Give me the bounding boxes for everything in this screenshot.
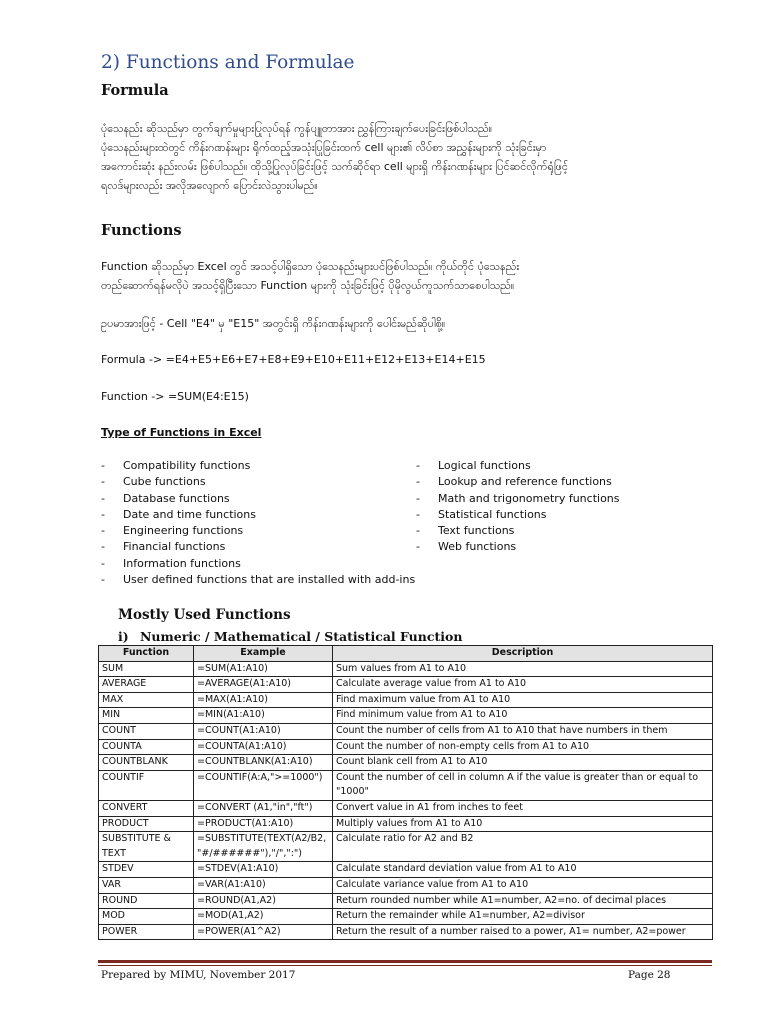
cell-function: SUBSTITUTE & TEXT [99,832,194,862]
list-item-label: Web functions [438,540,517,554]
cell-example: =ROUND(A1,A2) [194,893,333,909]
cell-function: AVERAGE [99,677,194,693]
functions-table [98,645,713,940]
cell-example: =SUBSTITUTE(TEXT(A2/B2, "#/######"),"/",":") [194,832,333,862]
list-item [101,458,415,474]
cell-example: =COUNTIF(A:A,">=1000") [194,770,333,800]
cell-description: Sum values from A1 to A10 [333,661,713,677]
dash-bullet: - [101,573,105,587]
functions-table-body [99,661,713,940]
cell-description: Calculate variance value from A1 to A10 [333,877,713,893]
list-item [416,507,620,523]
table-row [99,924,713,940]
cell-example: =COUNTA(A1:A10) [194,739,333,755]
table-row [99,832,713,862]
cell-function: COUNTBLANK [99,755,194,771]
list-item-label: Text functions [438,524,515,538]
cell-description: Calculate standard deviation value from A1 to A10 [333,862,713,878]
formula-heading: Formula [101,82,169,99]
cell-function: MIN [99,708,194,724]
cell-example: =PRODUCT(A1:A10) [194,816,333,832]
function-example: Function -> =SUM(E4:E15) [101,390,249,403]
types-list-left [101,458,415,588]
list-item-label: Date and time functions [123,507,256,521]
list-item [101,556,415,572]
dash-bullet: - [416,475,420,489]
dash-bullet: - [101,556,105,570]
list-item-label: Lookup and reference functions [438,475,612,489]
cell-function: POWER [99,924,194,940]
functions-heading: Functions [101,222,182,239]
list-item [101,474,415,490]
types-list-right [416,458,620,556]
cell-example: =POWER(A1^A2) [194,924,333,940]
dash-bullet: - [101,459,105,472]
list-item-label: Statistical functions [438,507,547,521]
table-row [99,677,713,693]
table-row [99,800,713,816]
cell-description: Count blank cell from A1 to A10 [333,755,713,771]
cell-example: =MIN(A1:A10) [194,708,333,724]
subheading-text: Numeric / Mathematical / Statistical Function [140,629,463,644]
table-row [99,877,713,893]
list-item-label: Cube functions [123,475,206,489]
cell-example: =VAR(A1:A10) [194,877,333,893]
cell-description: Calculate average value from A1 to A10 [333,677,713,693]
formula-example: Formula -> =E4+E5+E6+E7+E8+E9+E10+E11+E12+E13+E14+E15 [101,353,486,366]
list-item [101,507,415,523]
formula-paragraph-line: ပုံသေနည်း ဆိုသည်မှာ တွက်ချက်မှုများပြုလုပ်ရန် ကွန်ပျူတာအား ညွှန်ကြားချက်ပေးခြင်းဖြစ်ပါသည်။ [101,122,493,135]
dash-bullet: - [101,491,105,505]
table-row [99,770,713,800]
table-header-row [99,646,713,662]
cell-function: SUM [99,661,194,677]
table-row [99,862,713,878]
cell-description: Calculate ratio for A2 and B2 [333,832,713,862]
cell-function: COUNTIF [99,770,194,800]
cell-description: Count the number of non-empty cells from A1 to A10 [333,739,713,755]
cell-example: =COUNT(A1:A10) [194,723,333,739]
cell-description: Count the number of cells from A1 to A10 that have numbers in them [333,723,713,739]
cell-example: =CONVERT (A1,"in","ft") [194,800,333,816]
dash-bullet: - [101,540,105,554]
cell-function: COUNTA [99,739,194,755]
header-description: Description [333,646,713,662]
cell-example: =MAX(A1:A10) [194,692,333,708]
table-row [99,708,713,724]
functions-paragraph-line: တည်ဆောက်ရန်မလိုပဲ အသင့်ရှိပြီးသော Function များကို သုံးခြင်းဖြင့် ပိုမိုလွယ်ကူသက်သာစေပါသည်။ [101,279,515,292]
dash-bullet: - [416,491,420,505]
table-row [99,893,713,909]
types-heading: Type of Functions in Excel [101,426,262,439]
dash-bullet: - [416,540,420,554]
list-item-label: Logical functions [438,459,531,472]
list-item-label: Database functions [123,491,230,505]
cell-function: VAR [99,877,194,893]
list-item [416,474,620,490]
list-item-label: User defined functions that are installed with add-ins [123,573,416,587]
list-item-label: Compatibility functions [123,459,251,472]
cell-description: Return rounded number while A1=number, A2=no. of decimal places [333,893,713,909]
footer-rule-thick [98,960,712,963]
cell-function: CONVERT [99,800,194,816]
cell-description: Return the result of a number raised to a power, A1= number, A2=power [333,924,713,940]
cell-example: =STDEV(A1:A10) [194,862,333,878]
dash-bullet: - [101,524,105,538]
formula-paragraph-line: ပုံသေနည်းများထဲတွင် ကိန်းဂဏန်းများ ရိုက်ထည့်အသုံးပြုခြင်းထက် cell များ၏ လိပ်စာ အညွှန်းများကို သုံးခြင်းမှာ [101,141,547,154]
numeric-function-heading [118,629,462,644]
cell-description: Find minimum value from A1 to A10 [333,708,713,724]
cell-example: =MOD(A1,A2) [194,909,333,925]
list-item [101,491,415,507]
cell-example: =AVERAGE(A1:A10) [194,677,333,693]
dash-bullet: - [416,524,420,538]
cell-description: Return the remainder while A1=number, A2=divisor [333,909,713,925]
table-row [99,739,713,755]
list-item-label: Engineering functions [123,524,244,538]
dash-bullet: - [101,507,105,521]
list-item-label: Financial functions [123,540,226,554]
header-function: Function [99,646,194,662]
header-example: Example [194,646,333,662]
table-row [99,723,713,739]
footer-prepared-by: Prepared by MIMU, November 2017 [101,969,296,981]
table-row [99,755,713,771]
dash-bullet: - [416,507,420,521]
footer-page-number: Page 28 [628,969,671,981]
table-row [99,909,713,925]
list-item [101,572,415,588]
section-title: 2) Functions and Formulae [101,52,355,73]
cell-description: Convert value in A1 from inches to feet [333,800,713,816]
list-item [101,523,415,539]
functions-paragraph [101,257,701,295]
list-item [416,458,620,474]
cell-description: Multiply values from A1 to A10 [333,816,713,832]
cell-example: =COUNTBLANK(A1:A10) [194,755,333,771]
table-row [99,692,713,708]
list-item-label: Information functions [123,556,241,570]
formula-paragraph [101,119,701,195]
list-item [416,523,620,539]
cell-function: STDEV [99,862,194,878]
cell-function: MAX [99,692,194,708]
functions-paragraph-line: Function ဆိုသည်မှာ Excel တွင် အသင့်ပါရှိသော ပုံသေနည်းများပင်ဖြစ်ပါသည်။ ကိုယ်တိုင် ပုံသေနည်း [101,260,520,273]
cell-function: ROUND [99,893,194,909]
formula-paragraph-line: ရလဒ်များလည်း အလိုအလျောက် ပြောင်းလဲသွားပါမည်။ [101,179,318,192]
list-item [101,539,415,555]
cell-description: Count the number of cell in column A if the value is greater than or equal to "1000" [333,770,713,800]
footer-rule-thin [98,965,712,966]
dash-bullet: - [416,459,420,472]
list-item [416,491,620,507]
table-row [99,816,713,832]
cell-function: PRODUCT [99,816,194,832]
cell-function: COUNT [99,723,194,739]
example-intro: ဥပမာအားဖြင့် - Cell "E4" မှ "E15" အတွင်းရှိ ကိန်းဂဏန်းများကို ပေါင်းမည်ဆိုပါစို့။ [101,317,446,330]
list-item [416,539,620,555]
table-row [99,661,713,677]
mostly-used-heading: Mostly Used Functions [118,607,291,623]
cell-description: Find maximum value from A1 to A10 [333,692,713,708]
cell-function: MOD [99,909,194,925]
subheading-number: i) [118,629,129,644]
list-item-label: Math and trigonometry functions [438,491,620,505]
cell-example: =SUM(A1:A10) [194,661,333,677]
formula-paragraph-line: အကောင်းဆုံး နည်းလမ်း ဖြစ်ပါသည်။ ထိုသို့ပြုလုပ်ခြင်းဖြင့် သက်ဆိုင်ရာ cell များရှိ ကိန်းဂဏန်းများ ပြင်ဆင်လိုက်ရုံဖြင့် [101,160,568,173]
dash-bullet: - [101,475,105,489]
